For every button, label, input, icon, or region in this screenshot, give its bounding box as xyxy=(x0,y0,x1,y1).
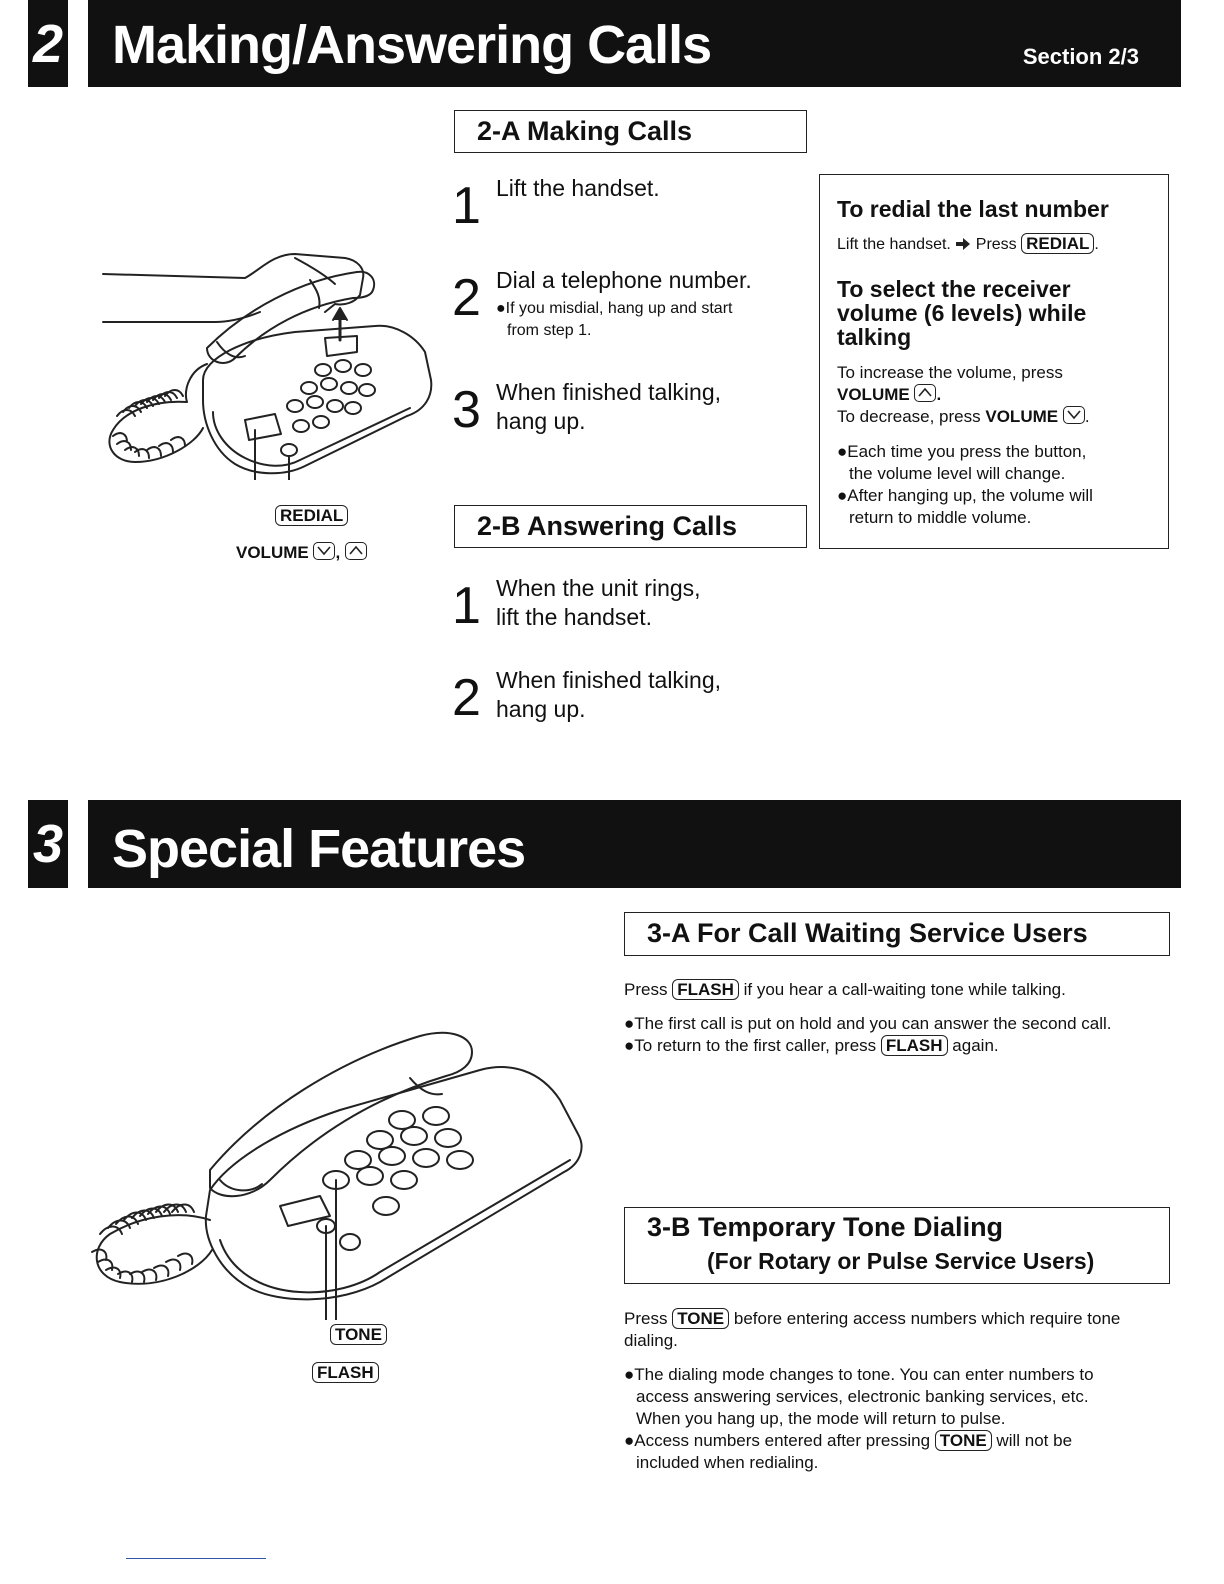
info-bullet: ●Each time you press the button, xyxy=(837,442,1087,461)
volume-label-text: VOLUME xyxy=(236,543,309,562)
step-text: Dial a telephone number. xyxy=(496,267,752,293)
tone-instruction: Press TONE before entering access numbers which require tone xyxy=(624,1309,1121,1328)
redial-key: REDIAL xyxy=(1021,233,1094,254)
info-bullet: the volume level will change. xyxy=(849,464,1066,483)
section-2-number: 2 xyxy=(28,0,68,87)
flash-figure-label xyxy=(312,1362,379,1383)
volume-down-icon xyxy=(313,542,335,560)
step-text: When finished talking, xyxy=(496,379,722,405)
redial-instructions: Lift the handset. Press REDIAL . xyxy=(837,234,1099,253)
volume-heading: volume (6 levels) while xyxy=(837,300,1087,326)
tone-bullet: access answering services, electronic banking services, etc. xyxy=(636,1387,1089,1406)
step-number: 1 xyxy=(452,577,481,635)
step-text: When finished talking, xyxy=(496,667,722,693)
call-waiting-bullet: ●The first call is put on hold and you can answer the second call. xyxy=(624,1014,1112,1033)
volume-down-icon xyxy=(1063,406,1085,424)
volume-heading: talking xyxy=(837,324,912,350)
step-number: 2 xyxy=(452,269,481,327)
flash-key: FLASH xyxy=(312,1362,379,1383)
section-2-title: Making/Answering Calls xyxy=(112,15,712,75)
heading-3b-tone-dialing: 3-B Temporary Tone Dialing (For Rotary or Pulse Service Users) xyxy=(624,1207,1170,1284)
arrow-right-icon xyxy=(955,238,971,250)
info-bullet: return to middle volume. xyxy=(849,508,1032,527)
section-3-number: 3 xyxy=(28,800,68,888)
step-text: When the unit rings, xyxy=(496,575,701,601)
step-text: hang up. xyxy=(496,696,586,722)
tone-key: TONE xyxy=(935,1430,992,1451)
info-bullet: ●After hanging up, the volume will xyxy=(837,486,1093,505)
increase-key: VOLUME . xyxy=(837,385,942,404)
call-waiting-instruction: Press FLASH if you hear a call-waiting tone while talking. xyxy=(624,980,1066,999)
call-waiting-bullet: ●To return to the first caller, press FLASH again. xyxy=(624,1036,999,1055)
step-number: 1 xyxy=(452,177,481,235)
section-indicator: Section 2/3 xyxy=(1022,44,1139,69)
redial-heading: To redial the last number xyxy=(837,196,1109,222)
flash-key: FLASH xyxy=(672,979,739,1000)
volume-figure-label: VOLUME , xyxy=(236,542,367,563)
section-3-title: Special Features xyxy=(112,819,526,879)
volume-up-icon xyxy=(914,384,936,402)
tone-bullet: included when redialing. xyxy=(636,1453,819,1472)
redial-volume-info-box xyxy=(819,174,1169,549)
step-text: lift the handset. xyxy=(496,604,652,630)
tone-instruction: dialing. xyxy=(624,1331,678,1350)
tone-bullet: ●Access numbers entered after pressing TONE will not be xyxy=(624,1431,1073,1450)
section-3-title-bar xyxy=(88,800,1181,888)
heading-2a-making-calls: 2-A Making Calls xyxy=(454,110,807,153)
tone-bullet: When you hang up, the mode will return to pulse. xyxy=(636,1409,1006,1428)
heading-2b-answering-calls: 2-B Answering Calls xyxy=(454,505,807,548)
volume-up-icon xyxy=(345,542,367,560)
step-note: from step 1. xyxy=(507,322,592,339)
tone-key: TONE xyxy=(672,1308,729,1329)
tone-key: TONE xyxy=(330,1324,387,1345)
redial-figure-label xyxy=(275,505,348,526)
step-text: Lift the handset. xyxy=(496,175,660,201)
decrease-text: To decrease, press VOLUME . xyxy=(837,407,1090,426)
flash-key: FLASH xyxy=(881,1035,948,1056)
redial-key: REDIAL xyxy=(275,505,348,526)
step-note: ●If you misdial, hang up and start xyxy=(496,300,733,317)
heading-3a-call-waiting: 3-A For Call Waiting Service Users xyxy=(624,912,1170,956)
step-number: 3 xyxy=(452,381,481,439)
step-number: 2 xyxy=(452,669,481,727)
tone-bullet: ●The dialing mode changes to tone. You can enter numbers to xyxy=(624,1365,1094,1384)
phone-tone-flash-illustration xyxy=(80,1020,590,1320)
footer-rule xyxy=(126,1558,266,1559)
step-text: hang up. xyxy=(496,408,586,434)
section-2-title-bar xyxy=(88,0,1181,87)
volume-heading: To select the receiver xyxy=(837,276,1071,302)
phone-handset-lift-illustration xyxy=(95,240,445,480)
tone-figure-label xyxy=(330,1324,387,1345)
increase-text: To increase the volume, press xyxy=(837,363,1063,382)
